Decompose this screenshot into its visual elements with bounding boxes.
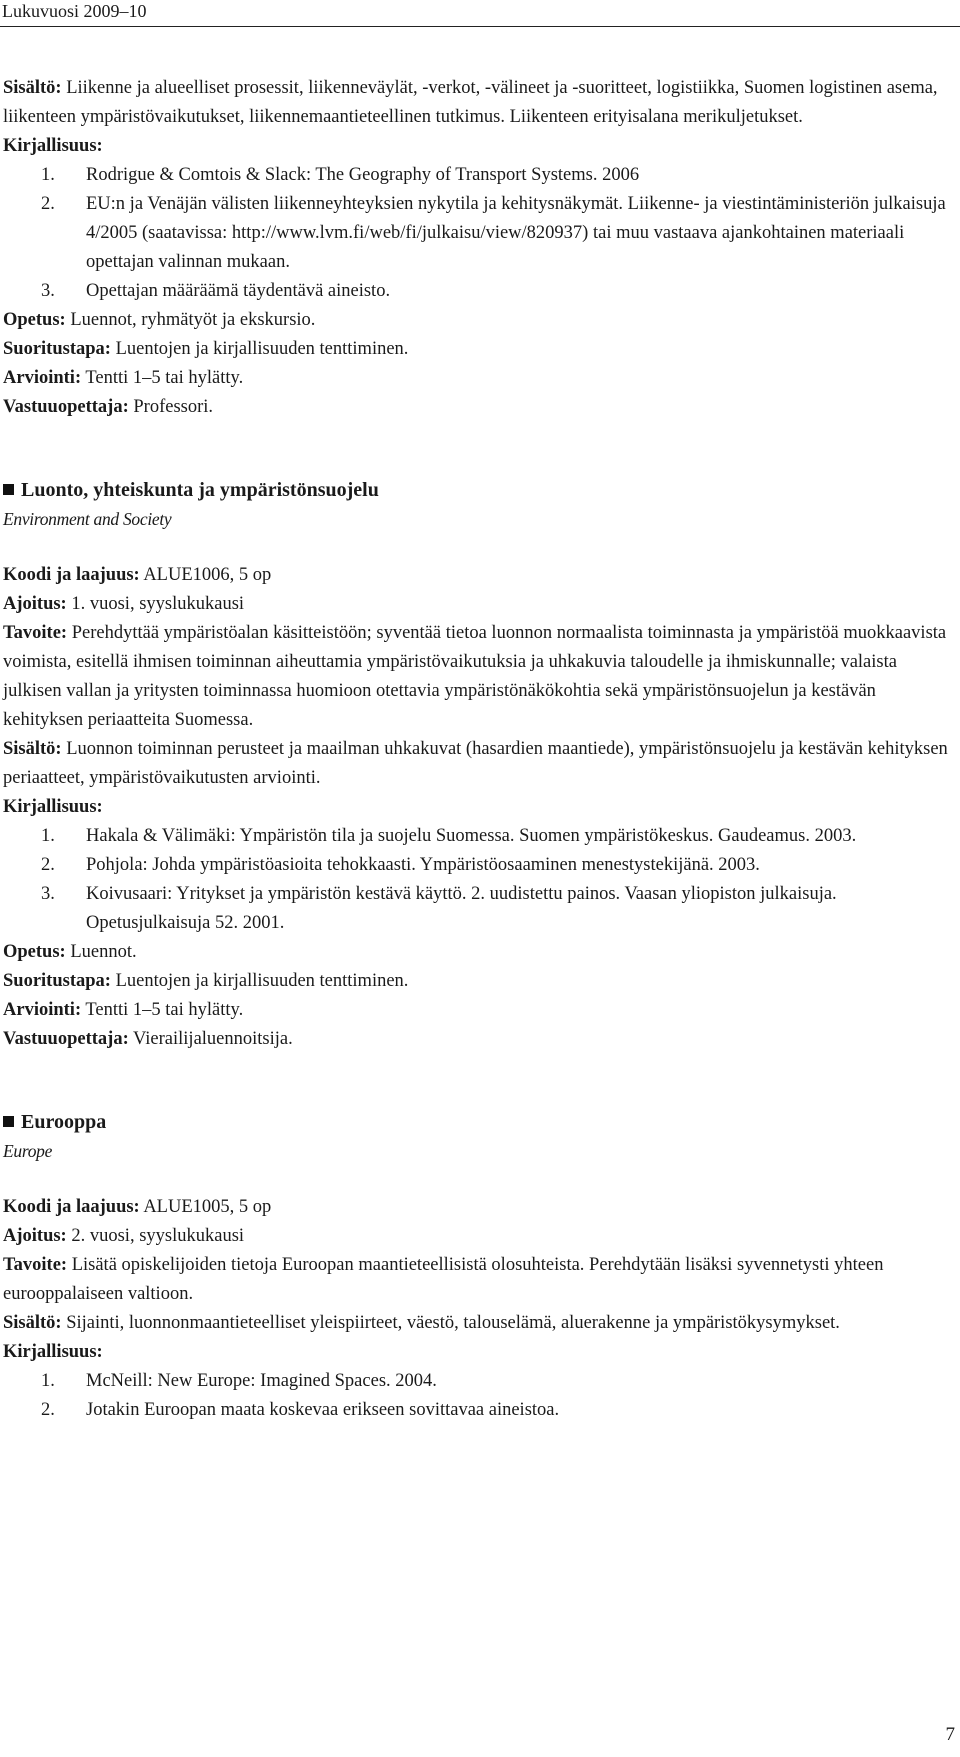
grading-label: Arviointi: xyxy=(3,368,82,388)
section-subtitle-en: Europe xyxy=(3,1141,53,1161)
teaching-line: Opetus: Luennot, ryhmätyöt ja ekskursio. xyxy=(3,310,316,330)
literature-item: 2. Jotakin Euroopan maata koskevaa erikseen sovittavaa aineistoa. xyxy=(41,1400,560,1420)
document-body xyxy=(3,74,951,1425)
method-line: Suoritustapa: Luentojen ja kirjallisuuden tenttiminen. xyxy=(3,339,409,359)
literature-list xyxy=(3,1367,951,1425)
running-header xyxy=(0,0,960,27)
course-environment xyxy=(3,476,951,1054)
content-text: Liikenne ja alueelliset prosessit, liikenneväylät, -verkot, -välineet ja -suoritteet, logistiikka, Suomen logistinen asema, liikenteen ympäristövaikutukset, liikennemaantieteellinen tutkimus. Liikenteen erityisalana merikuljetukset. xyxy=(3,78,938,127)
section-subtitle-en: Environment and Society xyxy=(3,509,172,529)
square-bullet-icon xyxy=(3,1116,14,1127)
header-title: Lukuvuosi 2009–10 xyxy=(2,1,147,21)
responsible-label: Vastuuopettaja: xyxy=(3,397,129,417)
course-transport-continued xyxy=(3,74,951,422)
teaching-label: Opetus: xyxy=(3,310,66,330)
timing-line: Ajoitus: 1. vuosi, syyslukukausi xyxy=(3,594,245,614)
method-label: Suoritustapa: xyxy=(3,339,111,359)
code-line: Koodi ja laajuus: ALUE1006, 5 op xyxy=(3,565,272,585)
method-line: Suoritustapa: Luentojen ja kirjallisuuden tenttiminen. xyxy=(3,971,409,991)
goal-paragraph: Tavoite: Perehdyttää ympäristöalan käsitteistöön; syventää tietoa luonnon normaalista toiminnasta ja ympäristöä muokkaavista voimista, esitellä ihmisen toiminnan aiheuttamia ympäristövaikutuksia ja uhkakuvia taloudelle ja ihmiskunnalle; valaista julkisen vallan ja yritysten toiminnassa huomioon otettavia ympäristönäkökohtia sekä ympäristönsuojelun ja kestävän kehityksen periaatteita Suomessa. xyxy=(3,623,947,730)
teaching-line: Opetus: Luennot. xyxy=(3,942,137,962)
content-paragraph xyxy=(3,74,951,132)
timing-line: Ajoitus: 2. vuosi, syyslukukausi xyxy=(3,1226,245,1246)
literature-label: Kirjallisuus: xyxy=(3,797,103,817)
content-paragraph: Sisältö: Sijainti, luonnonmaantieteelliset yleispiirteet, väestö, talouselämä, aluerakenne ja ympäristökysymykset. xyxy=(3,1313,840,1333)
content-paragraph: Sisältö: Luonnon toiminnan perusteet ja maailman uhkakuvat (hasardien maantiede), ympäristönsuojelu ja kestävän kehityksen periaatteet, ympäristövaikutusten arviointi. xyxy=(3,739,948,788)
section-heading: Eurooppa xyxy=(3,1108,951,1137)
literature-item: 1. Rodrigue & Comtois & Slack: The Geography of Transport Systems. 2006 xyxy=(41,165,640,185)
literature-item: 3. Opettajan määräämä täydentävä aineisto. xyxy=(41,281,391,301)
literature-list xyxy=(3,822,951,938)
section-heading: Luonto, yhteiskunta ja ympäristönsuojelu xyxy=(3,476,951,505)
goal-paragraph: Tavoite: Lisätä opiskelijoiden tietoja Euroopan maantieteellisistä olosuhteista. Perehdytään lisäksi syvennetysti yhteen eurooppalaiseen valtioon. xyxy=(3,1255,884,1304)
literature-item: 1. Hakala & Välimäki: Ympäristön tila ja suojelu Suomessa. Suomen ympäristökeskus. Gaudeamus. 2003. xyxy=(41,826,857,846)
literature-label: Kirjallisuus: xyxy=(3,1342,103,1362)
grading-line: Arviointi: Tentti 1–5 tai hylätty. xyxy=(3,1000,244,1020)
square-bullet-icon xyxy=(3,484,14,495)
literature-label: Kirjallisuus: xyxy=(3,136,103,156)
content-label: Sisältö: xyxy=(3,78,62,98)
code-line: Koodi ja laajuus: ALUE1005, 5 op xyxy=(3,1197,272,1217)
literature-item: 3. Koivusaari: Yritykset ja ympäristön kestävä käyttö. 2. uudistettu painos. Vaasan yliopiston julkaisuja. Opetusjulkaisuja 52. 2001. xyxy=(41,884,837,933)
page-number: 7 xyxy=(945,1724,955,1745)
literature-item: 2. EU:n ja Venäjän välisten liikenneyhteyksien nykytila ja kehitysnäkymät. Liikenne- ja viestintäministeriön julkaisuja 4/2005 (saatavissa: http://www.lvm.fi/web/fi/julkaisu/view/820937) tai muu vastaava ajankohtainen materiaali opettajan valinnan mukaan. xyxy=(41,194,946,272)
literature-item: 1. McNeill: New Europe: Imagined Spaces. 2004. xyxy=(41,1371,437,1391)
course-europe xyxy=(3,1108,951,1425)
literature-list xyxy=(3,161,951,306)
literature-item: 2. Pohjola: Johda ympäristöasioita tehokkaasti. Ympäristöosaaminen menestystekijänä. 2003. xyxy=(41,855,760,875)
responsible-line: Vastuuopettaja: Vierailijaluennoitsija. xyxy=(3,1029,293,1049)
grading-line: Arviointi: Tentti 1–5 tai hylätty. xyxy=(3,368,244,388)
responsible-line: Vastuuopettaja: Professori. xyxy=(3,397,214,417)
